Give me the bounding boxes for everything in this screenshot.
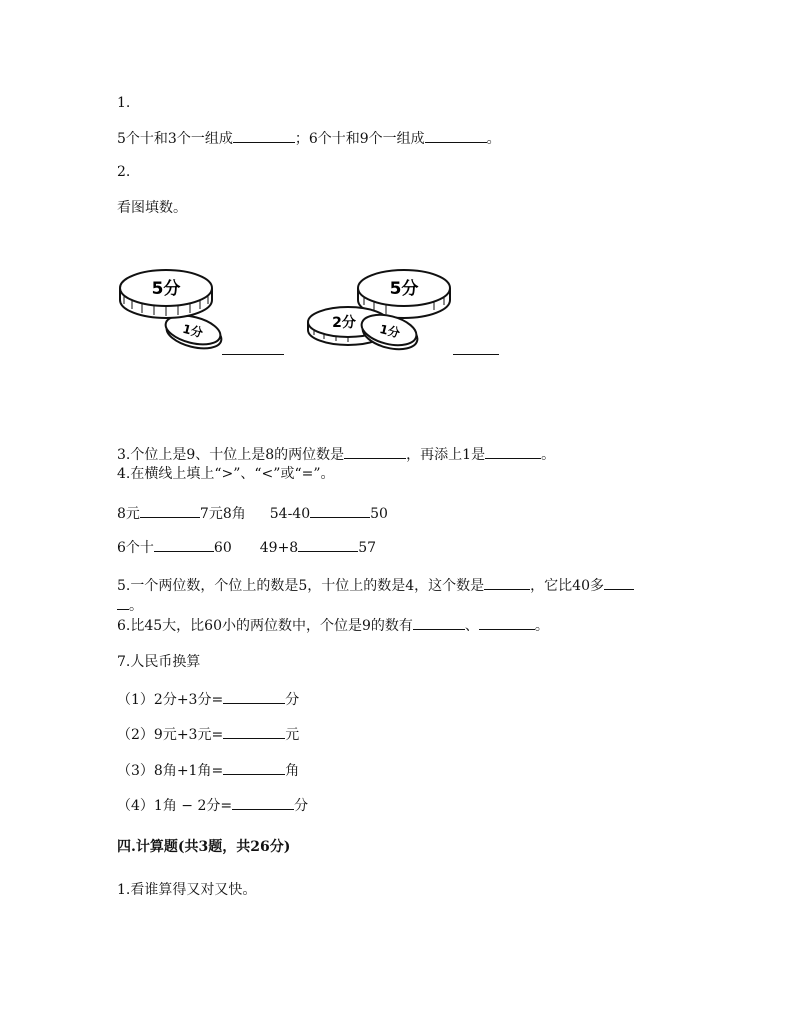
q7-title: 7.人民币换算 [117, 654, 201, 670]
q1-part2: 6个十和9个一组成 [308, 131, 425, 147]
q5-part2: ，它比40多 [530, 578, 604, 594]
q3-blank-1[interactable] [344, 444, 406, 459]
q6-part1: 6.比45大，比60小的两位数中，个位是9的数有 [117, 618, 413, 634]
coin-left-small-label: 1分 [181, 321, 205, 341]
q5-text-cont [117, 595, 143, 616]
q7-item-2 [117, 724, 299, 745]
coin-illustration [110, 258, 530, 368]
q7-item-4-expr: （4）1角 − 2分= [117, 798, 233, 814]
q7-item-1-expr: （1）2分+3分= [117, 692, 224, 708]
q4-r1-a1: 8元 [117, 506, 140, 522]
q5-text [117, 575, 634, 596]
q5-end: 。 [129, 598, 143, 614]
q6-text [117, 615, 549, 636]
q5-part1: 5.一个两位数，个位上的数是5，十位上的数是4，这个数是 [117, 578, 485, 594]
q7-item-1 [117, 689, 299, 710]
q1-part1: 5个十和3个一组成 [117, 131, 233, 147]
q7-item-2-blank[interactable] [223, 724, 285, 739]
q6-blank-2[interactable] [479, 615, 535, 630]
q2-number: 2. [117, 164, 131, 180]
q1-number: 1. [117, 95, 131, 111]
q4-row2 [117, 537, 376, 558]
q1-blank-1[interactable] [233, 128, 295, 143]
q7-item-3-expr: （3）8角+1角= [117, 763, 224, 779]
q7-item-4 [117, 795, 308, 816]
calc1-text: 1.看谁算得又对又快。 [117, 882, 257, 898]
q4-r1-a2: 54-40 [269, 506, 311, 522]
coins-svg [110, 258, 530, 368]
q6-end: 。 [534, 618, 549, 634]
q4-r2-b1: 60 [213, 540, 232, 556]
q4-r1-b2: 50 [370, 506, 388, 522]
q1-sep: ； [294, 131, 309, 147]
q1-blank-2[interactable] [425, 128, 487, 143]
q7-item-4-unit: 分 [294, 798, 309, 814]
coin-left-big-label: 5分 [151, 279, 181, 299]
q7-item-2-unit: 元 [285, 727, 300, 743]
q2-blank-2[interactable] [453, 353, 499, 355]
q2-blank-1[interactable] [222, 353, 284, 355]
q4-r1-blank-2[interactable] [310, 503, 370, 518]
q7-item-3-blank[interactable] [223, 760, 285, 775]
q6-sep: 、 [464, 618, 479, 634]
q4-r2-blank-2[interactable] [298, 537, 358, 552]
q4-r2-b2: 57 [358, 540, 377, 556]
q1-text [117, 128, 501, 149]
q4-r1-blank-1[interactable] [140, 503, 200, 518]
q3-text [117, 444, 555, 465]
q6-blank-1[interactable] [413, 615, 465, 630]
coin-right-big-label: 5分 [389, 279, 419, 299]
q4-r2-a2: 49+8 [259, 540, 299, 556]
q5-blank-1[interactable] [484, 575, 530, 590]
q4-r2-blank-1[interactable] [154, 537, 214, 552]
q4-row1 [117, 503, 388, 524]
q5-blank-2-cont[interactable] [117, 595, 129, 610]
coin-right-small-label: 1分 [378, 321, 402, 341]
section4-title: 四.计算题(共3题，共26分) [117, 839, 291, 855]
q3-part1: 3.个位上是9、十位上是8的两位数是 [117, 447, 345, 463]
q7-item-2-expr: （2）9元+3元= [117, 727, 224, 743]
q5-blank-2[interactable] [604, 575, 634, 590]
q7-item-1-blank[interactable] [223, 689, 285, 704]
q3-end: 。 [541, 447, 556, 463]
q4-r1-b1: 7元8角 [199, 506, 246, 522]
q4-r2-a1: 6个十 [117, 540, 154, 556]
q7-item-3-unit: 角 [285, 763, 300, 779]
q1-end: 。 [486, 131, 501, 147]
q4-prompt: 4.在横线上填上“>”、“<”或“=”。 [117, 466, 335, 482]
q2-prompt: 看图填数。 [117, 200, 187, 216]
q3-part2: ，再添上1是 [406, 447, 486, 463]
q7-item-1-unit: 分 [285, 692, 300, 708]
q7-item-4-blank[interactable] [232, 795, 294, 810]
coin-left-5fen [120, 270, 212, 318]
q3-blank-2[interactable] [485, 444, 541, 459]
coin-right-mid-label: 2分 [332, 315, 356, 331]
q7-item-3 [117, 760, 299, 781]
